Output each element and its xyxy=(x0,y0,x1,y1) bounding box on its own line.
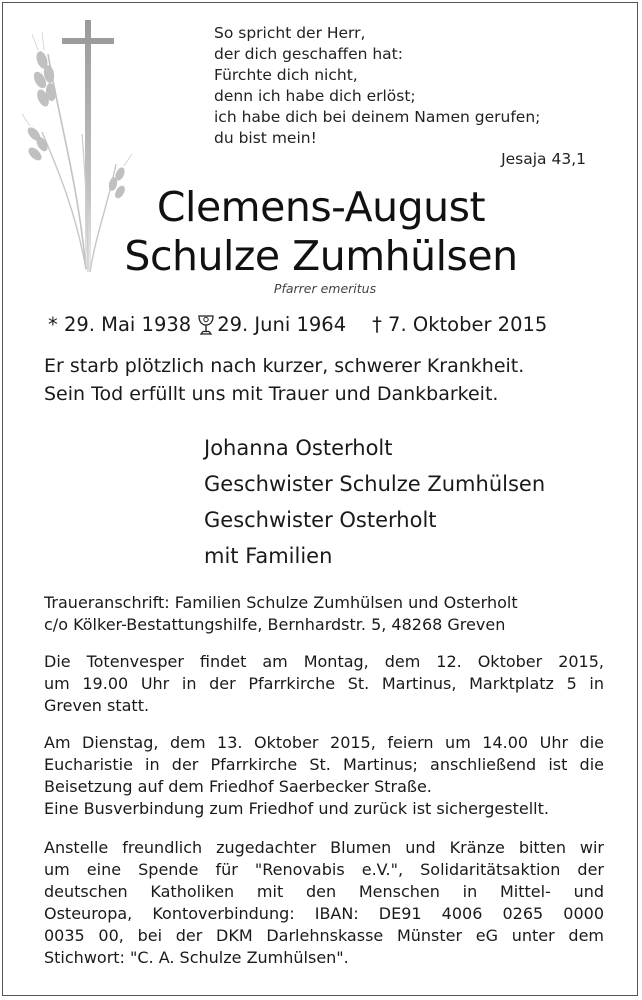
quote-line: Fürchte dich nicht, xyxy=(214,66,358,84)
funeral-line: Eine Busverbindung zum Friedhof und zurück ist sichergestellt. xyxy=(44,799,549,818)
funeral-line: Eucharistie in der Pfarrkirche St. Martinus; anschließend ist die xyxy=(44,755,604,774)
donation-line: deutschen Katholiken mit den Menschen in Mittel- und xyxy=(44,882,604,901)
address-line: Traueranschrift: Familien Schulze Zumhülsen und Osterholt xyxy=(44,593,518,612)
death-statement xyxy=(44,352,619,408)
statement-line: Er starb plötzlich nach kurzer, schwerer Krankheit. xyxy=(44,355,525,377)
death-date: † 7. Oktober 2015 xyxy=(372,313,548,336)
deceased-title: Pfarrer emeritus xyxy=(273,281,377,296)
mourner-name: mit Familien xyxy=(204,544,333,568)
deceased-surname: Schulze Zumhülsen xyxy=(124,232,518,280)
quote-reference: Jesaja 43,1 xyxy=(501,150,586,168)
quote-line: der dich geschaffen hat: xyxy=(214,45,403,63)
vespers-line: Die Totenvesper findet am Montag, dem 12. Oktober 2015, xyxy=(44,652,604,671)
bible-quote xyxy=(214,23,594,170)
vespers-line: Greven statt. xyxy=(44,696,150,715)
mourners-list xyxy=(204,430,624,574)
quote-line: du bist mein! xyxy=(214,129,317,147)
funeral-notice xyxy=(44,732,604,820)
ordination-date: 29. Juni 1964 xyxy=(217,313,347,336)
donation-line: 0035 00, bei der DKM Darlehnskasse Münster eG unter dem xyxy=(44,926,604,945)
birth-date: * 29. Mai 1938 xyxy=(48,313,192,336)
mourning-address xyxy=(44,592,604,636)
donation-line: Stichwort: "C. A. Schulze Zumhülsen". xyxy=(44,948,349,967)
quote-line: denn ich habe dich erlöst; xyxy=(214,87,416,105)
funeral-line: Am Dienstag, dem 13. Oktober 2015, feiern um 14.00 Uhr die xyxy=(44,733,604,752)
mourner-name: Geschwister Osterholt xyxy=(204,508,437,532)
quote-line: ich habe dich bei deinem Namen gerufen; xyxy=(214,108,541,126)
deceased-first-name: Clemens-August xyxy=(156,183,486,231)
mourner-name: Geschwister Schulze Zumhülsen xyxy=(204,472,546,496)
statement-line: Sein Tod erfüllt uns mit Trauer und Dankbarkeit. xyxy=(44,383,499,405)
donation-line: um eine Spende für "Renovabis e.V.", Solidaritätsaktion der xyxy=(44,860,604,879)
vespers-notice xyxy=(44,651,604,717)
life-dates xyxy=(48,313,608,336)
donation-line: Anstelle freundlich zugedachter Blumen und Kränze bitten wir xyxy=(44,838,604,857)
donation-notice xyxy=(44,837,604,969)
funeral-line: Beisetzung auf dem Friedhof Saerbecker Straße. xyxy=(44,777,432,796)
donation-line: Osteuropa, Kontoverbindung: IBAN: DE91 4006 0265 0000 xyxy=(44,904,604,923)
vespers-line: um 19.00 Uhr in der Pfarrkirche St. Martinus, Marktplatz 5 in xyxy=(44,674,604,693)
address-line: c/o Kölker-Bestattungshilfe, Bernhardstr. 5, 48268 Greven xyxy=(44,615,506,634)
quote-line: So spricht der Herr, xyxy=(214,24,366,42)
chalice-icon xyxy=(197,314,215,336)
mourner-name: Johanna Osterholt xyxy=(204,436,393,460)
